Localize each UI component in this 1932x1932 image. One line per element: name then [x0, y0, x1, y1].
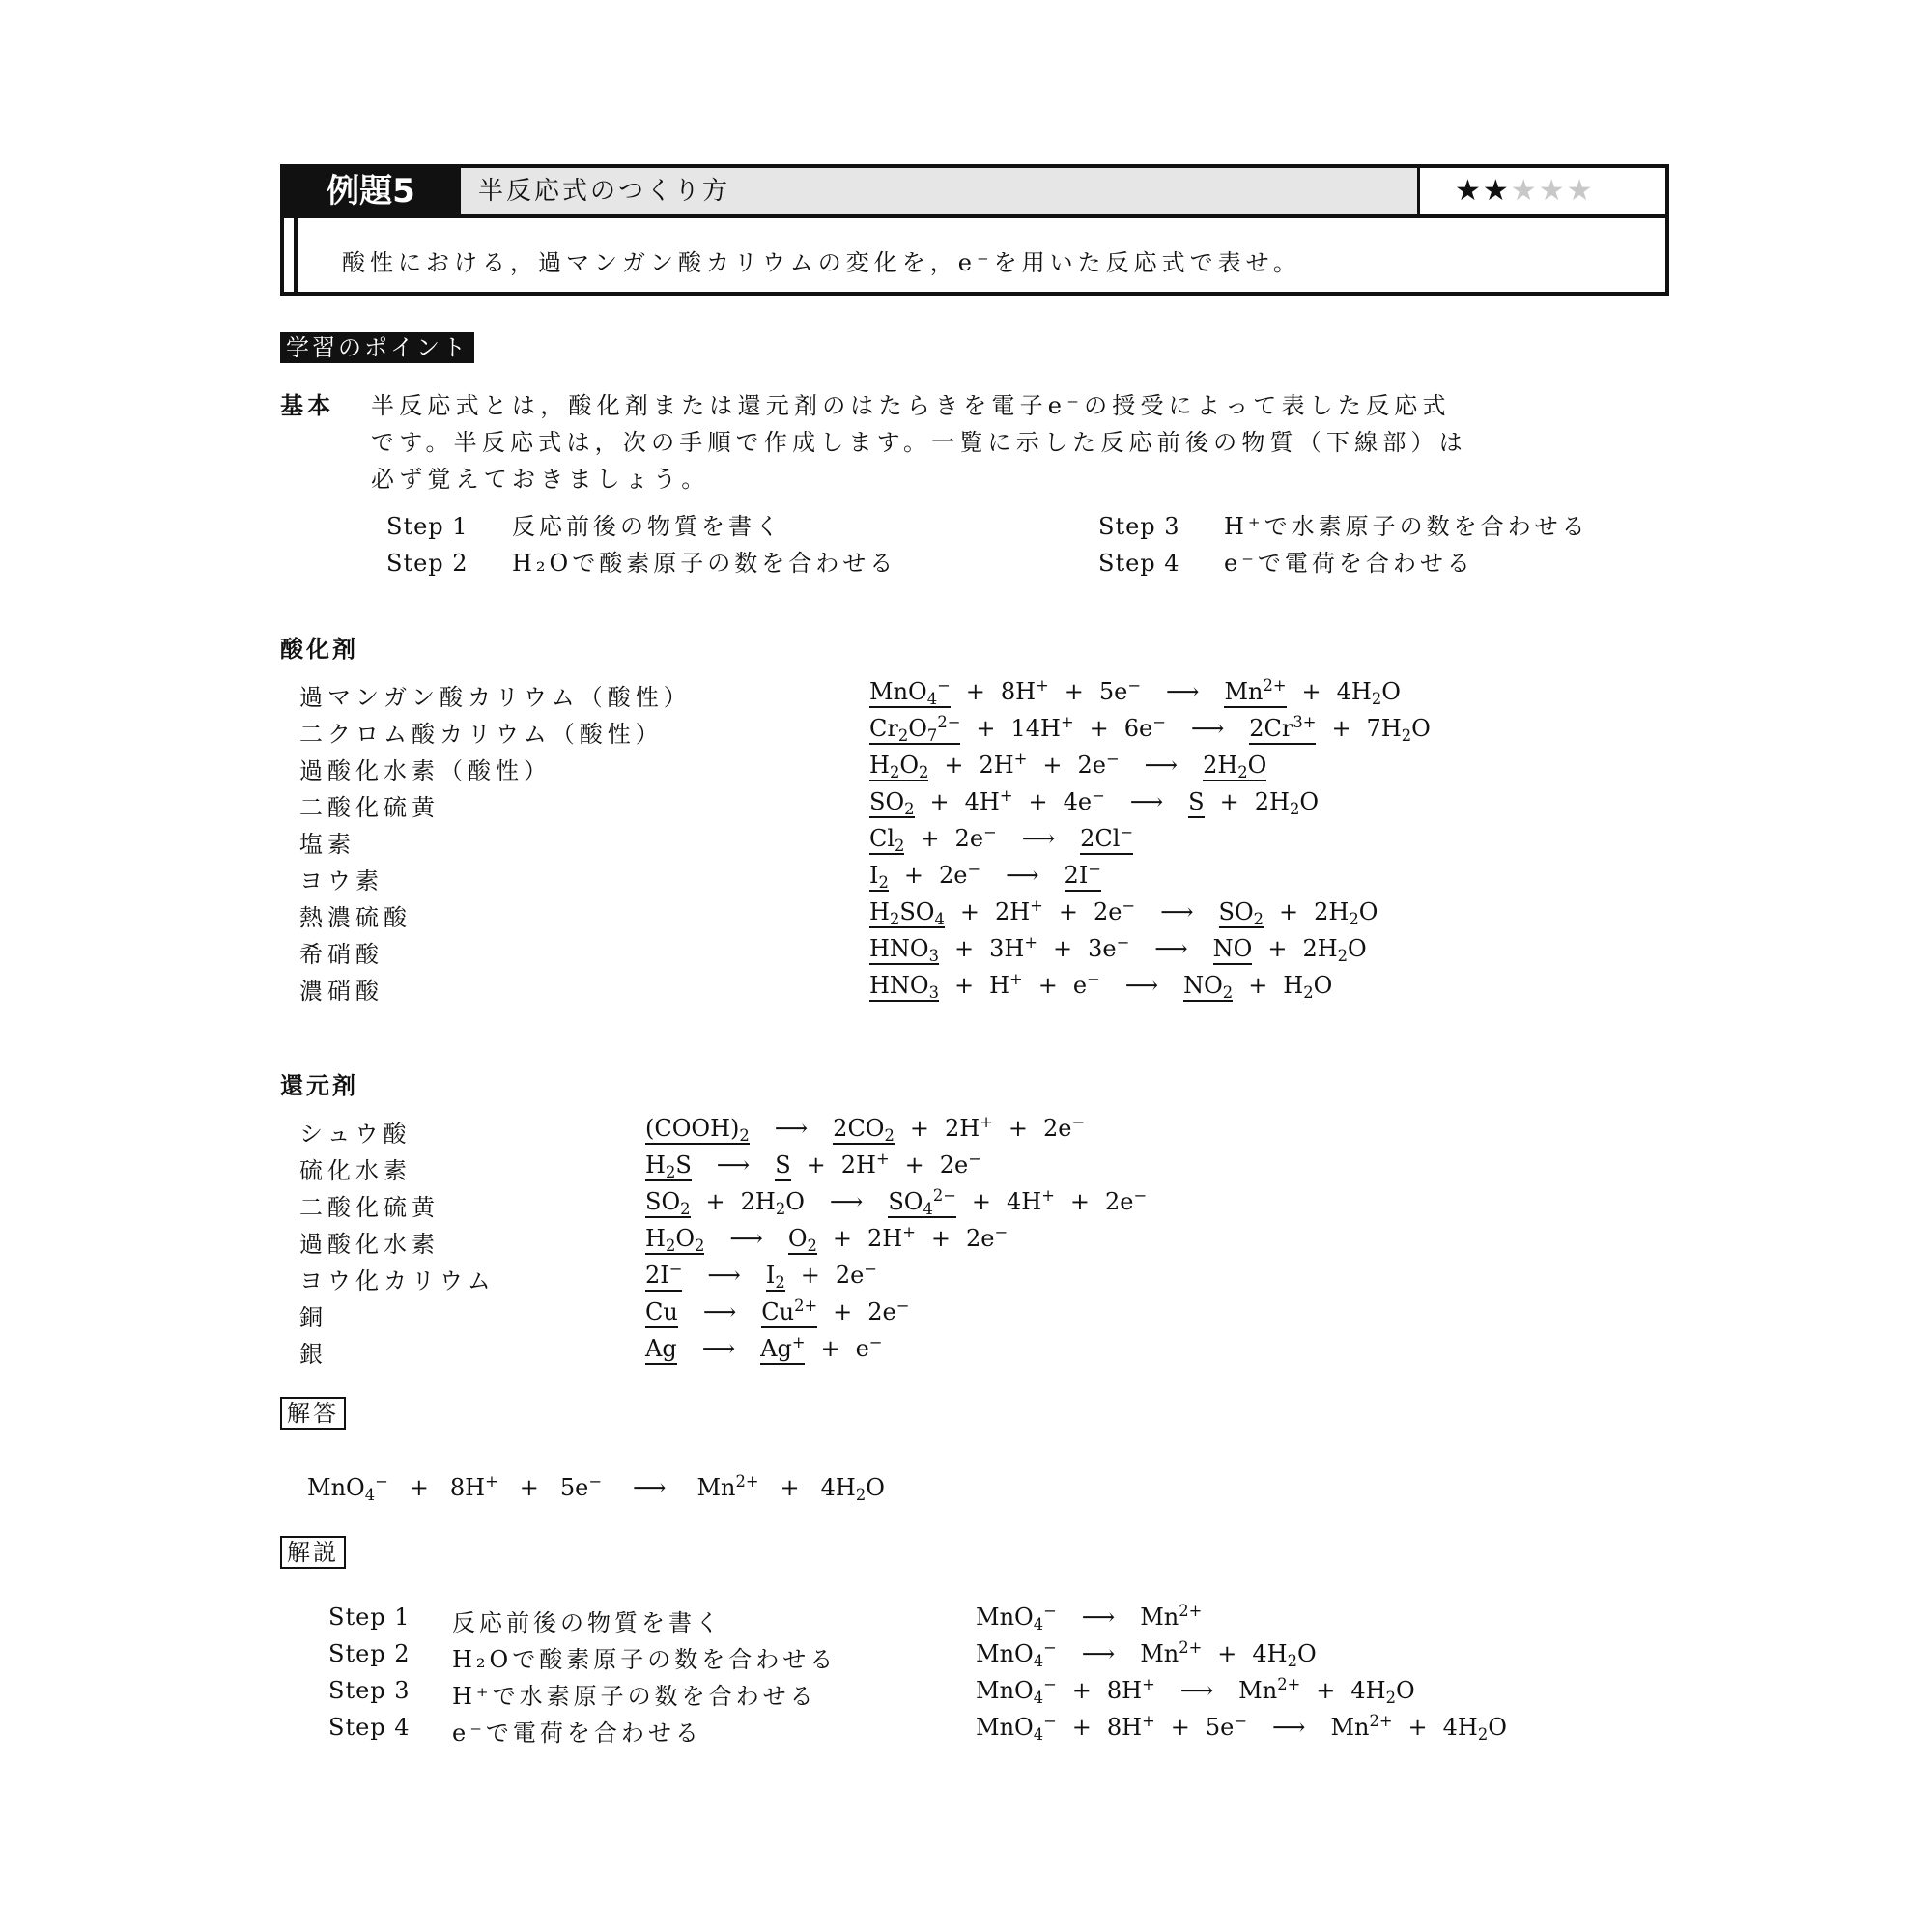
problem-header — [284, 168, 1665, 218]
reagent-name: 過マンガン酸カリウム（酸性） — [299, 684, 692, 711]
step-number: Step 1 — [328, 1604, 411, 1631]
reagent-name: 二クロム酸カリウム（酸性） — [299, 721, 664, 748]
half-reaction: $H_2SO_4 + 2H^+ + 2e^-$ ⟶ $SO_2 + 2H_2O$ — [869, 896, 1378, 928]
step-equation: MnO$_4$− + 8H+ ⟶ $Mn^{2+} + 4H_2O$ — [976, 1675, 1415, 1707]
half-reaction: $H_2S$ ⟶ S + 2H+ + 2e− — [645, 1150, 981, 1181]
problem-statement: 酸性における，過マンガン酸カリウムの変化を，e⁻を用いた反応式で表せ。 — [342, 249, 1301, 276]
step-equation: MnO$_4$− + 8H+ + 5e− ⟶ $Mn^{2+} + 4H_2O$ — [976, 1712, 1507, 1744]
reagent-name: シュウ酸 — [299, 1121, 412, 1148]
step-item — [1098, 544, 1474, 578]
step-text: 反応前後の物質を書く — [452, 1609, 723, 1636]
reagent-name: 二酸化硫黄 — [299, 794, 440, 821]
half-reaction: $HNO_3 + H^+ + e^-$ ⟶ $NO_2 + H_2O$ — [869, 970, 1333, 1002]
half-reaction: Ag ⟶ Ag+ + e− — [645, 1335, 882, 1362]
basic-text-line: 半反応式とは，酸化剤または還元剤のはたらきを電子e⁻の授受によって表した反応式 — [371, 392, 1451, 419]
reagent-name: 塩素 — [299, 831, 355, 858]
reagent-name: 希硝酸 — [299, 941, 384, 968]
half-reaction: $Cr_2O_7^{2-} + 14H^+ + 6e^-$ ⟶ $2Cr^{3+} + 7H_2O$ — [869, 713, 1431, 745]
step-text: H₂Oで酸素原子の数を合わせる — [512, 550, 897, 577]
reagent-name: 二酸化硫黄 — [299, 1194, 440, 1221]
problem-box — [280, 164, 1669, 296]
answer-tag: 解答 — [280, 1397, 346, 1430]
star-filled-icon: ★★ — [1455, 174, 1511, 208]
reagent-name: ヨウ化カリウム — [299, 1267, 496, 1294]
answer-equation: MnO$_4$− + 8H+ + 5e− ⟶ $Mn^{2+} + 4H_2O$ — [307, 1472, 885, 1504]
half-reaction: $HNO_3 + 3H^+ + 3e^-$ ⟶ NO + $2H_2O$ — [869, 933, 1367, 965]
step-text: H⁺で水素原子の数を合わせる — [452, 1683, 817, 1710]
reagent-name: ヨウ素 — [299, 867, 384, 895]
step-text: H⁺で水素原子の数を合わせる — [1224, 513, 1589, 540]
basic-label: 基本 — [280, 392, 334, 419]
reagent-name: 熱濃硫酸 — [299, 904, 412, 931]
half-reaction: $SO_2 + 2H_2O$ ⟶ $SO_4^{2-} + 4H^+ + 2e^-$ — [645, 1186, 1148, 1218]
step-equation: MnO$_4$− ⟶ $Mn^{2+}$ — [976, 1602, 1203, 1634]
step-text: 反応前後の物質を書く — [512, 513, 782, 540]
reducer-section-title: 還元剤 — [280, 1072, 358, 1099]
half-reaction: $I_2 + 2e^-$ ⟶ 2I− — [869, 860, 1101, 892]
problem-body — [294, 214, 1665, 292]
step-number: Step 2 — [386, 550, 469, 577]
half-reaction: Cu ⟶ $Cu^{2+} + 2e^-$ — [645, 1298, 909, 1325]
star-empty-icon: ★★★ — [1510, 174, 1595, 208]
step-item — [1098, 507, 1589, 541]
half-reaction: 2I− ⟶ $I_2 + 2e^-$ — [645, 1260, 877, 1292]
basic-text-line: 必ず覚えておきましょう。 — [371, 466, 710, 493]
step-text: e⁻で電荷を合わせる — [1224, 550, 1474, 577]
reagent-name: 過酸化水素（酸性） — [299, 757, 552, 784]
step-item — [386, 544, 896, 578]
difficulty-rating — [1420, 168, 1665, 214]
basic-text-line: です。半反応式は，次の手順で作成します。一覧に示した反応前後の物質（下線部）は — [371, 429, 1467, 456]
step-number: Step 4 — [328, 1714, 411, 1741]
half-reaction: $H_2O_2$ ⟶ $O_2 + 2H^+ + 2e^-$ — [645, 1223, 1009, 1255]
example-label: 例題5 — [284, 168, 458, 214]
step-number: Step 4 — [1098, 550, 1180, 577]
step-number: Step 3 — [1098, 513, 1180, 540]
step-text: H₂Oで酸素原子の数を合わせる — [452, 1646, 838, 1673]
step-equation: MnO$_4$− ⟶ $Mn^{2+} + 4H_2O$ — [976, 1638, 1317, 1670]
example-title: 半反応式のつくり方 — [458, 168, 1420, 214]
reagent-name: 銀 — [299, 1341, 327, 1368]
reagent-name: 硫化水素 — [299, 1157, 412, 1184]
reagent-name: 過酸化水素 — [299, 1231, 440, 1258]
step-number: Step 2 — [328, 1640, 411, 1667]
points-tag: 学習のポイント — [280, 332, 474, 363]
step-item — [386, 507, 782, 541]
half-reaction: $SO_2 + 4H^+ + 4e^-$ ⟶ $S + 2H_2O$ — [869, 786, 1320, 818]
step-text: e⁻で電荷を合わせる — [452, 1719, 702, 1747]
half-reaction: $Cl_2 + 2e^-$ ⟶ 2Cl− — [869, 823, 1134, 855]
half-reaction: MnO$_4$− + 8H+ + 5e− ⟶ $Mn^{2+} + 4H_2O$ — [869, 676, 1401, 708]
explanation-tag: 解説 — [280, 1536, 346, 1569]
reagent-name: 銅 — [299, 1304, 327, 1331]
half-reaction: $H_2O_2 + 2H^+ + 2e^-$ ⟶ $2H_2O$ — [869, 750, 1267, 781]
reagent-name: 濃硝酸 — [299, 978, 384, 1005]
step-number: Step 3 — [328, 1677, 411, 1704]
oxidizer-section-title: 酸化剤 — [280, 636, 358, 663]
half-reaction: $(COOH)_2$ ⟶ $2CO_2 + 2H^+ + 2e^-$ — [645, 1113, 1086, 1145]
step-number: Step 1 — [386, 513, 469, 540]
